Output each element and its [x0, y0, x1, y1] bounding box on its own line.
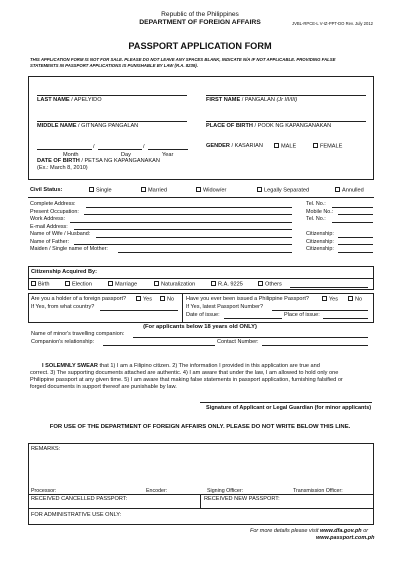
- issued-question: Have you ever been issued a Philippine Passport?: [186, 296, 309, 302]
- spouse-citizenship-label: Citizenship:: [306, 231, 334, 237]
- naturalization-checkbox[interactable]: [154, 281, 159, 286]
- civil-status-annulled[interactable]: Annulled: [335, 187, 364, 195]
- tel-field[interactable]: [332, 207, 373, 208]
- remarks-label: REMARKS:: [31, 446, 61, 452]
- dob-label: DATE OF BIRTH / PETSA NG KAPANGANAKAN: [37, 158, 160, 164]
- civil-status-single[interactable]: Single: [89, 187, 112, 195]
- cancelled-passport-label: RECEIVED CANCELLED PASSPORT:: [31, 495, 128, 502]
- mother-row: Maiden / Single name of Mother: Citizenship:: [30, 246, 373, 252]
- foreign-no-checkbox[interactable]: [160, 296, 165, 301]
- dob-year-label: Year: [162, 152, 174, 158]
- civil-status-divider: [28, 197, 374, 198]
- mobile-field[interactable]: [338, 214, 373, 215]
- last-name-line[interactable]: [37, 95, 187, 96]
- citizenship-others[interactable]: Others: [258, 281, 282, 289]
- page-title: PASSPORT APPLICATION FORM: [128, 41, 272, 51]
- dob-month-line[interactable]: [37, 149, 92, 150]
- married-checkbox[interactable]: [141, 187, 146, 192]
- companion-label: Name of minor's travelling companion:: [31, 331, 125, 337]
- date-of-issue-label: Date of issue:: [186, 312, 220, 318]
- dob-slash-2: /: [143, 144, 145, 150]
- official-divider-2: [28, 508, 374, 509]
- department-label: DEPARTMENT OF FOREIGN AFFAIRS: [139, 19, 261, 26]
- footer-line-1: For more details please visit www.dfa.gov.ph or: [250, 528, 369, 534]
- dfa-link[interactable]: www.dfa.gov.ph: [320, 528, 362, 534]
- present-occupation-row: Present Occupation: Mobile No.:: [30, 209, 373, 215]
- mother-citizenship-label: Citizenship:: [306, 246, 334, 252]
- relationship-label: Companion's relationship:: [31, 338, 95, 345]
- issued-no-checkbox[interactable]: [348, 296, 353, 301]
- citizenship-naturalization[interactable]: Naturalization: [154, 281, 195, 289]
- dob-example: (Ex.: March 8, 2010): [37, 165, 88, 171]
- work-tel-label: Tel. No.:: [306, 216, 326, 222]
- foreign-yes-checkbox[interactable]: [136, 296, 141, 301]
- notice-line-1: THIS APPLICATION FORM IS NOT FOR SALE. PLEASE DO NOT LEAVE ANY SPACES BLANK, INDICATE N/A IF NOT APPLICABLE. PROVIDING FALSE: [30, 57, 336, 62]
- citizenship-birth[interactable]: Birth: [31, 281, 50, 289]
- minors-heading: (For applicants below 18 years old ONLY): [143, 324, 257, 330]
- contact-number-label: Contact Number:: [217, 338, 259, 345]
- separated-checkbox[interactable]: [257, 187, 262, 192]
- spouse-field[interactable]: [96, 237, 292, 238]
- email-field[interactable]: [74, 229, 292, 230]
- header: [0, 0, 400, 70]
- father-citizenship-field[interactable]: [338, 244, 373, 245]
- admin-use-label: FOR ADMINISTRATIVE USE ONLY:: [31, 512, 122, 518]
- widow-checkbox[interactable]: [196, 187, 201, 192]
- issued-no-option[interactable]: No: [348, 296, 362, 304]
- mother-field[interactable]: [118, 252, 292, 253]
- place-of-birth-line[interactable]: [206, 121, 366, 122]
- dob-day-line[interactable]: [98, 149, 142, 150]
- citizenship-election[interactable]: Election: [65, 281, 92, 289]
- tel-label: Tel. No.:: [306, 201, 326, 207]
- signature-field[interactable]: [200, 402, 372, 403]
- signature-label: Signature of Applicant or Legal Guardian (for minor applicants): [206, 405, 372, 411]
- dob-month-label: Month: [63, 152, 79, 158]
- place-of-birth-label: PLACE OF BIRTH / POOK NG KAPANGANAKAN: [206, 123, 332, 129]
- issued-yes-option[interactable]: Yes: [322, 296, 338, 304]
- citizenship-others-field[interactable]: [290, 287, 368, 288]
- dob-slash-1: /: [93, 144, 95, 150]
- civil-status-separated[interactable]: Legally Separated: [257, 187, 309, 195]
- notice-line-2: STATEMENTS IN PASSPORT APPLICATIONS IS PUNISHABLE BY LAW (R.A. 8239).: [30, 62, 198, 68]
- declaration-line-2: correct. 3) The supporting documents attached are authentic. 4) I am aware that under the law, I am allowed to hold only one: [30, 370, 339, 376]
- ra9225-checkbox[interactable]: [211, 281, 216, 286]
- citizenship-box-divider: [28, 278, 374, 279]
- work-tel-field[interactable]: [332, 222, 373, 223]
- complete-address-field[interactable]: [86, 207, 292, 208]
- place-of-issue-field[interactable]: [323, 318, 368, 319]
- mobile-label: Mobile No.:: [306, 208, 334, 215]
- complete-address-row: Complete Address: Tel. No.:: [30, 201, 373, 207]
- gender-female-option[interactable]: FEMALE: [313, 143, 342, 151]
- others-checkbox[interactable]: [258, 281, 263, 286]
- declaration-line-3: Philippine passport at any given time. 5) I am aware that making false statements in passport application, furnishing falsified or: [30, 377, 343, 383]
- father-field[interactable]: [74, 244, 292, 245]
- foreign-no-option[interactable]: No: [160, 296, 174, 304]
- spouse-row: Name of Wife / Husband: Citizenship:: [30, 231, 373, 237]
- mother-citizenship-field[interactable]: [338, 252, 373, 253]
- foreign-passport-divider: [182, 293, 183, 323]
- foreign-passport-question: Are you a holder of a foreign passport?: [31, 296, 127, 302]
- citizenship-ra9225[interactable]: R.A. 9225: [211, 281, 243, 289]
- place-of-issue-label: Place of issue:: [284, 312, 320, 318]
- signing-officer-label: Signing Officer:: [207, 488, 244, 494]
- first-name-label: FIRST NAME / PANGALAN (Jr III/III): [206, 97, 298, 103]
- issued-yes-checkbox[interactable]: [322, 296, 327, 301]
- father-row: Name of Father: Citizenship:: [30, 239, 373, 245]
- first-name-line[interactable]: [206, 95, 366, 96]
- encoder-label: Encoder:: [146, 488, 168, 494]
- work-address-field[interactable]: [70, 222, 292, 223]
- passport-link[interactable]: www.passport.com.ph: [316, 535, 375, 541]
- election-checkbox[interactable]: [65, 281, 70, 286]
- last-name-label: LAST NAME / APELYIDO: [37, 97, 102, 103]
- dob-year-line[interactable]: [148, 149, 188, 150]
- foreign-yes-option[interactable]: Yes: [136, 296, 152, 304]
- latest-passport-label: If Yes, latest Passport Number?: [186, 304, 264, 310]
- civil-status-widow[interactable]: Widow/er: [196, 187, 226, 195]
- new-passport-label: RECEIVED NEW PASSPORT:: [204, 495, 280, 502]
- transmission-officer-label: Transmission Officer:: [293, 488, 343, 494]
- citizenship-marriage[interactable]: Marriage: [108, 281, 137, 289]
- spouse-citizenship-field[interactable]: [338, 237, 373, 238]
- marriage-checkbox[interactable]: [108, 281, 113, 286]
- official-use-notice: FOR USE OF THE DEPARTMENT OF FOREIGN AFFAIRS ONLY. PLEASE DO NOT WRITE BELOW THIS LINE.: [49, 424, 351, 430]
- dob-day-label: Day: [121, 152, 131, 158]
- email-row: E-mail Address:: [30, 224, 373, 230]
- declaration-line-4: forged documents in support thereof are punishable by law.: [30, 384, 177, 390]
- annulled-checkbox[interactable]: [335, 187, 340, 192]
- what-country-field[interactable]: [100, 310, 178, 311]
- father-citizenship-label: Citizenship:: [306, 238, 334, 245]
- contact-number-field[interactable]: [262, 345, 368, 346]
- date-of-issue-field[interactable]: [224, 318, 282, 319]
- republic-label: Republic of the Philippines: [161, 11, 239, 18]
- middle-name-line[interactable]: [37, 121, 187, 122]
- what-country-label: If Yes, from what country?: [31, 304, 95, 310]
- civil-status-label: Civil Status:: [30, 187, 63, 193]
- official-vertical-divider: [200, 494, 201, 508]
- citizenship-acquired-label: Citizenship Acquired By:: [31, 269, 97, 275]
- single-checkbox[interactable]: [89, 187, 94, 192]
- male-checkbox[interactable]: [274, 143, 279, 148]
- relationship-field[interactable]: [103, 345, 215, 346]
- middle-name-label: MIDDLE NAME / GITNANG PANGALAN: [37, 123, 139, 129]
- latest-passport-field[interactable]: [272, 310, 368, 311]
- work-address-row: Work Address: Tel. No.:: [30, 216, 373, 222]
- gender-label: GENDER / KASARIAN: [206, 143, 263, 149]
- female-checkbox[interactable]: [313, 143, 318, 148]
- form-code: JVBL-RPCE-L V-IZ-PPT-DO Rev. July 2012: [292, 21, 373, 26]
- present-occupation-field[interactable]: [84, 214, 292, 215]
- gender-male-option[interactable]: MALE: [274, 143, 296, 151]
- civil-status-married[interactable]: Married: [141, 187, 167, 195]
- birth-checkbox[interactable]: [31, 281, 36, 286]
- declaration-line-1: I SOLEMNLY SWEAR that 1) I am a Filipino citizen. 2) The information I provided in this application are true and: [42, 363, 320, 369]
- processor-label: Processor:: [31, 488, 57, 494]
